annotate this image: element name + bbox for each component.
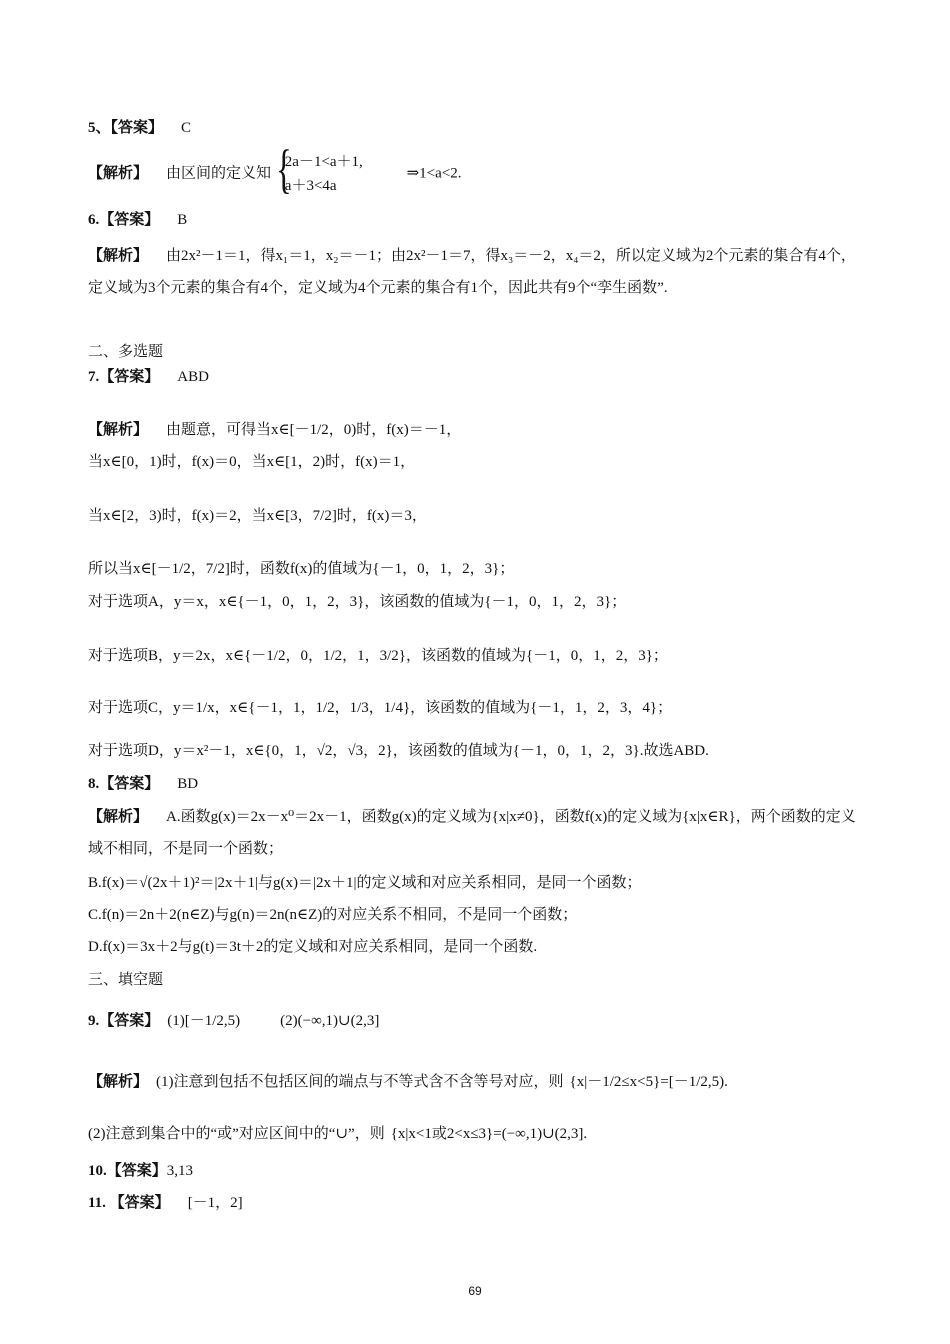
q6-analysis xyxy=(88,240,864,304)
q7-answer-line xyxy=(88,366,209,388)
q8-answer-label: 8.【答案】 xyxy=(88,776,160,792)
q5-sys-line1: { 2a－1<a＋1, xyxy=(284,154,363,170)
q7-line3: 当x∈[2，3)时，f(x)＝2，当x∈[3，7/2]时，f(x)＝3， xyxy=(88,508,427,524)
q9-p1-math: {x|－1/2≤x<5}=[－1/2,5). xyxy=(569,1074,728,1090)
q8-option-a: A.函数g(x)＝2x－x⁰＝2x－1，函数g(x)的定义域为{x|x≠0}，函数f(x)的定义域为{x|x∈R}，两个函数的定义域不相同，不是同一个函数； xyxy=(88,809,856,857)
q5-answer: C xyxy=(181,120,192,136)
q8-analysis-label: 【解析】 xyxy=(88,809,149,825)
q8-analysis-a xyxy=(88,801,864,865)
q7-line1: 由题意，可得当x∈[－1/2，0)时，f(x)＝－1， xyxy=(166,422,462,438)
q5-analysis-prefix: 由区间的定义知 xyxy=(166,165,272,182)
q7-line8: 对于选项D，y＝x²－1，x∈{0，1，√2，√3，2}，该函数的值域为{－1，0，1，2，3}.故选ABD. xyxy=(88,743,709,759)
q11-answer-label: 11. 【答案】 xyxy=(88,1195,170,1211)
q7-line2: 当x∈[0，1)时，f(x)＝0，当x∈[1，2)时，f(x)＝1， xyxy=(88,454,416,470)
q9-analysis-line2 xyxy=(88,1123,587,1145)
page-number: 69 xyxy=(468,1284,482,1298)
q7-line7: 对于选项C，y＝1/x，x∈{－1，1，1/2，1/3，1/4}，该函数的值域为{－1，1，2，3，4}； xyxy=(88,700,673,716)
q9-answer-label: 9.【答案】 xyxy=(88,1013,160,1029)
q5-result: ⇒1<a<2. xyxy=(406,165,462,182)
q9-analysis-line1 xyxy=(88,1071,728,1093)
q5-analysis xyxy=(88,150,461,198)
q7-analysis-line1 xyxy=(88,419,461,441)
q7-answer: ABD xyxy=(177,369,209,385)
q6-analysis-text: 由2x²－1＝1，得x₁＝1，x₂＝－1；由2x²－1＝7，得x₃＝－2，x₄＝2，所以定义域为2个元素的集合有4个，定义域为3个元素的集合有4个，定义域为4个元素的集合有1个，因此共有9个“孪生函数”. xyxy=(88,248,856,296)
q6-answer-line xyxy=(88,209,187,231)
q8-answer-line xyxy=(88,773,198,795)
q9-p2-text: (2)注意到集合中的“或”对应区间中的“∪”，则 xyxy=(88,1126,385,1142)
q7-answer-label: 7.【答案】 xyxy=(88,369,160,385)
q10-answer-line xyxy=(88,1160,193,1182)
q9-answer-line xyxy=(88,1010,379,1032)
q8-answer: BD xyxy=(177,776,199,792)
q9-answer-1: (1)[－1/2,5) xyxy=(167,1013,241,1029)
q11-answer-line xyxy=(88,1192,243,1214)
section-fill-blank: 三、填空题 xyxy=(88,972,164,988)
q5-analysis-label: 【解析】 xyxy=(88,165,149,182)
q9-p1-text: (1)注意到包括不包括区间的端点与不等式含不含等号对应，则 xyxy=(156,1074,564,1090)
q6-analysis-label: 【解析】 xyxy=(88,248,149,264)
q8-option-c: C.f(n)＝2n＋2(n∈Z)与g(n)＝2n(n∈Z)的对应关系不相同，不是同一个函数； xyxy=(88,907,578,923)
q5-answer-label: 5、【答案】 xyxy=(88,120,164,136)
q6-answer-label: 6.【答案】 xyxy=(88,212,160,228)
q9-answer-2: (2)(−∞,1)∪(2,3] xyxy=(280,1013,380,1029)
q5-inequality-system xyxy=(275,150,363,198)
q5-sys-line2: a＋3<4a xyxy=(284,178,337,194)
q7-line4: 所以当x∈[－1/2，7/2]时，函数f(x)的值域为{－1，0，1，2，3}； xyxy=(88,561,515,577)
q7-analysis-label: 【解析】 xyxy=(88,422,149,438)
q7-line6: 对于选项B，y＝2x，x∈{－1/2，0，1/2，1，3/2}，该函数的值域为{－1，0，1，2，3}； xyxy=(88,648,668,664)
q8-option-d: D.f(x)＝3x＋2与g(t)＝3t＋2的定义域和对应关系相同，是同一个函数. xyxy=(88,939,538,955)
q8-option-b: B.f(x)＝√(2x＋1)²＝|2x＋1|与g(x)＝|2x＋1|的定义域和对应关系相同，是同一个函数； xyxy=(88,875,642,891)
q7-line5: 对于选项A，y＝x，x∈{－1，0，1，2，3}，该函数的值域为{－1，0，1，2，3}； xyxy=(88,594,627,610)
section-multiple-choice: 二、多选题 xyxy=(88,344,164,360)
q10-answer: 3,13 xyxy=(166,1163,194,1179)
q5-answer-line xyxy=(88,117,191,139)
q10-answer-label: 10.【答案】 xyxy=(88,1163,167,1179)
q6-answer: B xyxy=(177,212,188,228)
q9-analysis-label: 【解析】 xyxy=(88,1074,149,1090)
q11-answer: [－1，2] xyxy=(187,1195,243,1211)
q9-p2-math: {x|x<1或2<x≤3}=(−∞,1)∪(2,3]. xyxy=(390,1126,588,1142)
